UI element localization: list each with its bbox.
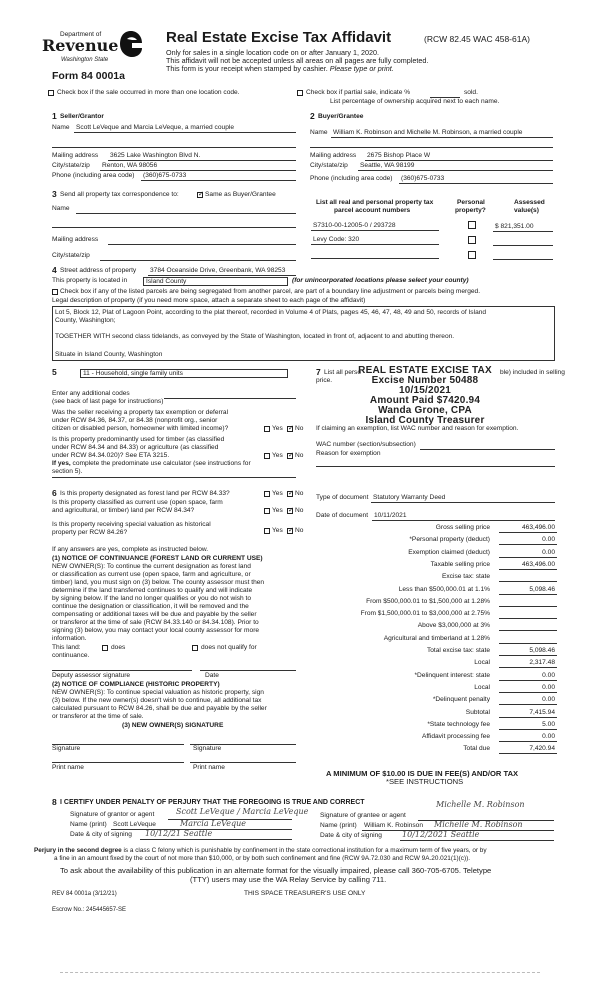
street-label: Street address of property (60, 267, 137, 274)
land-does-not-label: does not qualify for (201, 644, 257, 651)
tax-row-label: *Personal property (deduct) (409, 536, 490, 544)
form-revision: REV 84 0001a (3/12/21) (52, 891, 117, 897)
notice1-line1: NEW OWNER(S): To continue the current designation as forest land (52, 563, 251, 570)
signature-label-2: Signature (193, 745, 222, 752)
personal-col-header2: property? (455, 207, 486, 214)
notice1-title: (1) NOTICE OF CONTINUANCE (FOREST LAND OR CURRENT USE) (52, 555, 263, 562)
q5-2a: Is this property predominantly used for timber (as classified (52, 436, 225, 443)
q6-1-no-checkbox[interactable] (287, 491, 293, 497)
tax-row-label: Exemption claimed (deduct) (408, 548, 490, 556)
q6-1-yes-checkbox[interactable] (264, 491, 270, 497)
notice1-line7: compensating or additional taxes will be due and payable by the seller (52, 611, 257, 618)
section7-price: price. (316, 377, 333, 384)
q6-1-no-label: No (295, 490, 304, 497)
q6-2-yes-label: Yes (272, 507, 283, 514)
seller-city-label: City/state/zip (52, 162, 90, 169)
parcel-col-header1: List all real and personal property tax (316, 199, 434, 206)
q6-3-yes-checkbox[interactable] (264, 528, 270, 534)
stamp-line6: Island County Treasurer (365, 415, 485, 426)
buyer-phone-label: Phone (including area code) (310, 175, 393, 182)
q5-1-no-checkbox[interactable] (287, 426, 293, 432)
q5-1b: under RCW 84.36, 84.37, or 84.38 (nonprofit org., senior (52, 417, 218, 424)
legal-line1: Lot 5, Block 12, Plat of Lagoon Point, according to the plat thereof, recorded in Volume 4 of Plats, pages 45, 46, 47, 48, 49 and 50, records of Island (55, 309, 487, 316)
signature-label-1: Signature (52, 745, 81, 752)
q5-2-no-label: No (295, 452, 304, 459)
segregated-label: Check box if any of the listed parcels are being segregated from another parcel, are part of a boundary line adjustment or parcels being merged. (60, 288, 481, 295)
personal-property-checkbox-3[interactable] (468, 251, 476, 259)
scan-artifact-line (60, 972, 540, 973)
grantor-signature-mark: Scott LeVeque / Marcia LeVeque (176, 807, 309, 816)
seller-heading: Seller/Grantor (60, 113, 104, 120)
buyer-heading: Buyer/Grantee (318, 113, 364, 120)
buyer-city-label: City/state/zip (310, 162, 348, 169)
seller-name-label: Name (52, 124, 70, 131)
stamp-line3: 10/15/2021 (398, 385, 452, 396)
grantee-name-mark: Michelle M. Robinson (434, 820, 523, 829)
legal-line2: County, Washington; (55, 317, 116, 324)
continuance-label: continuance. (52, 652, 90, 659)
grantee-name-field[interactable]: William K. Robinson (364, 822, 423, 829)
tax-row-label: Excise tax: state (441, 573, 490, 581)
levy-code-field[interactable]: Levy Code: 320 (313, 236, 360, 243)
section7-number: 7 (316, 367, 321, 377)
land-does-checkbox[interactable] (102, 645, 108, 651)
corr-name-field[interactable] (76, 213, 296, 214)
q6-2-no-checkbox[interactable] (287, 508, 293, 514)
q6-1: Is this property designated as forest land per RCW 84.33? (60, 490, 230, 497)
notice1-line6: continue the designation or classification, it will be removed and the (52, 603, 249, 610)
buyer-mail-label: Mailing address (310, 152, 357, 159)
q5-1-no-label: No (295, 425, 304, 432)
additional-codes-label: Enter any additional codes (52, 390, 130, 397)
tax-row-value[interactable]: 0.00 (542, 671, 555, 679)
this-land-label: This land: (52, 644, 81, 651)
section2-number: 2 (310, 111, 315, 121)
seller-phone-field[interactable]: (360)675-0733 (143, 172, 187, 179)
print-name-label-2: Print name (193, 764, 225, 771)
perjury-line1: Perjury in the second degree is a class C felony which is punishable by confinement in the state correctional institution for a maximum term of five years, or by (34, 847, 487, 854)
header-line1: Only for sales in a single location code on or after January 1, 2020. (166, 48, 379, 57)
q5-1c: citizen or disabled person, homeowner with limited income)? (52, 425, 229, 432)
rcw-reference: (RCW 82.45 WAC 458-61A) (424, 34, 530, 44)
excise-tax-stamp (340, 366, 510, 432)
q6-3-no-checkbox[interactable] (287, 528, 293, 534)
dept-line1: Department of (60, 31, 102, 38)
located-note: (for unincorporated locations please select your county) (292, 277, 469, 284)
grantee-signature-label: Signature of grantee or agent (320, 812, 406, 819)
stamp-line2: Excise Number 50488 (371, 375, 479, 386)
tax-row-label: From $500,000.01 to $1,500,000 at 1.28% (366, 597, 490, 605)
seller-name-field[interactable]: Scott LeVeque and Marcia LeVeque, a married couple (76, 124, 234, 131)
assessed-col-header1: Assessed (514, 199, 545, 206)
doc-date-label: Date of document (316, 512, 369, 519)
land-does-label: does (111, 644, 126, 651)
street-field[interactable]: 3784 Oceanside Drive, Greenbank, WA 98253 (150, 267, 286, 274)
partial-sale-note: List percentage of ownership acquired next to each name. (330, 98, 500, 105)
buyer-city-field[interactable]: Seattle, WA 98199 (360, 162, 415, 169)
section4-number: 4 (52, 265, 57, 275)
tax-row-value[interactable]: 463,496.00 (521, 524, 555, 531)
q5-2c: under RCW 84.34.020)? See ETA 3215. (52, 452, 170, 459)
q6-3-no-label: No (295, 527, 304, 534)
buyer-phone-field[interactable]: (360)675-0733 (401, 175, 445, 182)
tax-row-value[interactable]: 5.00 (542, 720, 555, 728)
legal-line4: Situate in Island County, Washington (55, 351, 163, 358)
section3-number: 3 (52, 189, 57, 199)
grantor-name-label: Name (print) (70, 821, 107, 828)
tax-row-label: Agricultural and timberland at 1.28% (383, 634, 490, 642)
doc-type-label: Type of document (316, 494, 369, 501)
notice3-title: (3) NEW OWNER(S) SIGNATURE (122, 722, 224, 729)
notice1-line3: timber) land, you must sign on (3) below. The county assessor must then (52, 579, 265, 586)
section8-number: 8 (52, 797, 57, 807)
deputy-date-label: Date (205, 672, 219, 679)
new-owner-printname-2[interactable] (190, 762, 296, 763)
tax-row-label: Total excise tax: state (426, 647, 490, 654)
stamp-line4: Amount Paid $7420.94 (369, 395, 481, 406)
treasurer-space: THIS SPACE TREASURER'S USE ONLY (244, 890, 366, 897)
notice2-line3: calculated pursuant to RCW 84.26, shall be due and payable by the seller (52, 705, 267, 712)
segregated-checkbox[interactable] (52, 289, 58, 295)
q6-2-yes-checkbox[interactable] (264, 508, 270, 514)
section3-text: Send all property tax correspondence to: (60, 191, 179, 198)
corr-city-label: City/state/zip (52, 252, 90, 259)
seller-phone-label: Phone (including area code) (52, 172, 135, 179)
q6-1-yes-label: Yes (272, 490, 283, 497)
perjury-line2: a fine in an amount fixed by the court of not more than $10,000, or by both such confinement and fine (RCW 9A.72.030 and RCW 9A.20.021(1)(c)). (54, 855, 470, 862)
tax-row-value[interactable]: 0.00 (542, 733, 555, 741)
assessed-col-header2: value(s) (514, 207, 539, 214)
deputy-signature-label: Deputy assessor signature (52, 672, 131, 679)
reason-label: Reason for exemption (316, 450, 381, 457)
dept-line3: Washington State (61, 57, 109, 63)
notice1-line8: or transferor at the time of sale (RCW 84.33.140 or 84.34.108). Prior to (52, 619, 259, 626)
county-select[interactable]: Island County (143, 277, 288, 286)
buyer-name-field[interactable]: William K. Robinson and Michelle M. Robinson, a married couple (333, 129, 523, 136)
deputy-date-field[interactable] (200, 670, 296, 671)
stamp-line1: REAL ESTATE EXCISE TAX (358, 365, 492, 376)
personal-property-checkbox-1[interactable] (468, 221, 476, 229)
additional-codes-note: (see back of last page for instructions) (52, 398, 164, 405)
partial-sale-label: Check box if partial sale, indicate % (306, 89, 411, 96)
notice2-title: (2) NOTICE OF COMPLIANCE (HISTORIC PROPERTY) (52, 681, 220, 688)
q5-2-yes-label: Yes (272, 452, 283, 459)
tax-row-value[interactable]: 0.00 (542, 548, 555, 556)
revenue-logo (28, 29, 163, 69)
tax-row-value[interactable]: 0.00 (542, 696, 555, 704)
tax-row-value[interactable]: 7,420.94 (529, 745, 555, 753)
section7-list-b: ble) included in selling (500, 369, 565, 376)
notice2-line1: NEW OWNER(S): To continue special valuation as historic property, sign (52, 689, 264, 696)
tax-row-label: Gross selling price (435, 524, 490, 531)
form-title: Real Estate Excise Tax Affidavit (166, 29, 392, 46)
q6-3a: Is this property receiving special valuation as historical (52, 521, 211, 528)
certify-statement: I CERTIFY UNDER PENALTY OF PERJURY THAT THE FOREGOING IS TRUE AND CORRECT (60, 799, 365, 806)
tax-row-label: Total due (463, 745, 490, 753)
same-as-buyer-checkbox[interactable] (197, 192, 203, 198)
tax-row-value[interactable]: 0.00 (542, 683, 555, 691)
seller-city-field[interactable]: Renton, WA 98056 (102, 162, 158, 169)
doc-date-field[interactable]: 10/11/2021 (374, 512, 407, 519)
personal-property-checkbox-2[interactable] (468, 236, 476, 244)
legal-label: Legal description of property (if you need more space, attach a separate sheet to each page of the affidavit) (52, 297, 366, 304)
multi-location-label: Check box if the sale occurred in more than one location code. (57, 89, 240, 96)
tax-row-label: Local (474, 659, 490, 667)
section7-list-a: List all perso (324, 369, 362, 376)
q5-1-yes-checkbox[interactable] (264, 426, 270, 432)
tax-row-value[interactable]: 2,317.48 (529, 659, 555, 667)
notice1-line5: by signing below. If the land no longer qualifies or you do not wish to (52, 595, 252, 602)
grantee-name-label: Name (print) (320, 822, 357, 829)
form-number: Form 84 0001a (52, 70, 125, 82)
additional-codes-field[interactable] (164, 398, 296, 399)
parcel-number-field[interactable]: S7310-00-12005-0 / 293728 (313, 222, 396, 229)
exemption-label: If claiming an exemption, list WAC number and reason for exemption. (316, 425, 519, 432)
tax-row-value[interactable]: 0.00 (542, 536, 555, 544)
grantor-name-field[interactable]: Scott LeVeque (113, 821, 156, 828)
q5-1-yes-label: Yes (272, 425, 283, 432)
notice2-line2: (3) below. If the new owner(s) doesn't wish to continue, all additional tax (52, 697, 262, 704)
notice1-line2: or classification as current use (open space, farm and agriculture, or (52, 571, 251, 578)
notice2-line4: or transferor at the time of sale. (52, 713, 144, 720)
q6-2a: Is this property classified as current use (open space, farm (52, 499, 223, 506)
header-line2: This affidavit will not be accepted unless all areas on all pages are fully completed. (166, 56, 429, 65)
notice1-line9: signing (3) below, you may contact your local county assessor for more (52, 627, 260, 634)
q6-3b: property per RCW 84.26? (52, 529, 128, 536)
grantee-date-field[interactable]: 10/12/2021 Seattle (402, 830, 480, 839)
tax-row-label: Subtotal (465, 708, 490, 716)
q5-2f: section 5). (52, 468, 83, 475)
legal-line3: TOGETHER WITH second class tidelands, as conveyed by the State of Washington, located in front of, adjacent to and abutting thereon. (55, 333, 455, 340)
sold-label: sold. (464, 89, 478, 96)
section5-number: 5 (52, 367, 57, 377)
tax-row-label: *Delinquent penalty (432, 696, 490, 704)
tax-row-label: Less than $500,000.01 at 1.1% (398, 585, 490, 593)
header-line3: This form is your receipt when stamped by cashier. Please type or print. (166, 64, 394, 73)
notice1-line4: determine if the land transferred continues to qualify and will indicate (52, 587, 253, 594)
doc-type-field[interactable]: Statutory Warranty Deed (373, 494, 446, 501)
tax-row-label: Taxable selling price (430, 560, 490, 568)
land-use-code-select[interactable]: 11 - Household, single family units (80, 369, 288, 378)
tax-row-label: Affidavit processing fee (421, 733, 490, 741)
dept-line2: Revenue (42, 36, 119, 55)
minimum-due-notice: A MINIMUM OF $10.00 IS DUE IN FEE(S) AND/OR TAX (326, 769, 519, 778)
tax-row-label: *Delinquent interest: state (414, 671, 490, 679)
notice1-line10: information. (52, 635, 87, 642)
accessibility-line2: (TTY) users may use the WA Relay Service by calling 711. (190, 875, 387, 884)
assessed-value-field[interactable]: $ 821,351.00 (495, 223, 534, 230)
buyer-mail-field[interactable]: 2675 Bishop Place W (367, 152, 431, 159)
grantor-date-field[interactable]: 10/12/21 Seattle (145, 829, 213, 838)
deputy-signature-field[interactable] (52, 670, 192, 671)
multi-location-checkbox[interactable] (48, 90, 54, 96)
new-owner-printname-1[interactable] (52, 762, 184, 763)
corr-city-field[interactable] (100, 260, 296, 261)
q5-2-no-checkbox[interactable] (287, 453, 293, 459)
corr-mail-label: Mailing address (52, 236, 99, 243)
same-as-buyer-label: Same as Buyer/Grantee (205, 191, 276, 198)
section1-number: 1 (52, 111, 57, 121)
tax-row-value[interactable]: 5,098.46 (529, 585, 555, 593)
escrow-number: Escrow No.: 245445657-SE (52, 907, 127, 913)
grantee-date-label: Date & city of signing (320, 832, 382, 839)
tax-calculation-table (300, 524, 560, 774)
if-any-yes: If any answers are yes, complete as instructed below. (52, 546, 209, 553)
tax-row-value[interactable]: 7,415.94 (529, 708, 555, 716)
wac-field[interactable] (420, 449, 555, 450)
q5-2b: under RCW 84.34 and 84.33) or agriculture (as classified (52, 444, 219, 451)
section6-number: 6 (52, 488, 57, 498)
see-instructions: *SEE INSTRUCTIONS (386, 777, 464, 786)
tax-row-label: *State technology fee (427, 720, 490, 728)
q6-3-yes-label: Yes (272, 527, 283, 534)
legal-description-field[interactable] (52, 306, 555, 361)
seller-mail-field[interactable]: 3625 Lake Washington Blvd N. (110, 152, 201, 159)
tax-row-label: Above $3,000,000 at 3% (417, 622, 490, 630)
grantor-name-mark: Marcia LeVeque (180, 819, 246, 828)
q5-2-yes-checkbox[interactable] (264, 453, 270, 459)
tax-row-label: From $1,500,000.01 to $3,000,000 at 2.75% (360, 610, 490, 618)
tax-row-label: Local (474, 683, 490, 691)
parcel-col-header2: parcel account numbers (334, 207, 411, 214)
stamp-line5: Wanda Grone, CPA (378, 405, 472, 416)
seller-mail-label: Mailing address (52, 152, 99, 159)
q6-2-no-label: No (295, 507, 304, 514)
land-does-not-checkbox[interactable] (192, 645, 198, 651)
grantor-date-label: Date & city of signing (70, 831, 132, 838)
accessibility-line1: To ask about the availability of this publication in an alternate format for the visually impaired, please call 360-705-6705. Teletype (60, 866, 492, 875)
reason-field[interactable] (316, 466, 555, 467)
partial-sale-checkbox[interactable] (297, 90, 303, 96)
wac-label: WAC number (section/subsection) (316, 441, 416, 448)
located-label: This property is located in (52, 277, 128, 284)
q5-2-ifyes: If yes, complete the predominate use calculator (see instructions for (52, 460, 251, 467)
grantee-signature-mark: Michelle M. Robinson (436, 800, 525, 809)
wa-logo-icon (118, 29, 144, 59)
personal-col-header1: Personal (457, 199, 485, 206)
tax-row-value[interactable]: 463,496.00 (521, 560, 555, 568)
q5-1a: Was the seller receiving a property tax exemption or deferral (52, 409, 229, 416)
q6-2b: and agricultural, or timber) land per RCW 84.34? (52, 507, 195, 514)
tax-row-value[interactable]: 5,098.46 (529, 647, 555, 654)
corr-mail-field[interactable] (108, 244, 296, 245)
grantor-signature-label: Signature of grantor or agent (70, 811, 155, 818)
corr-name-label: Name (52, 205, 70, 212)
buyer-name-label: Name (310, 129, 328, 136)
print-name-label-1: Print name (52, 764, 84, 771)
